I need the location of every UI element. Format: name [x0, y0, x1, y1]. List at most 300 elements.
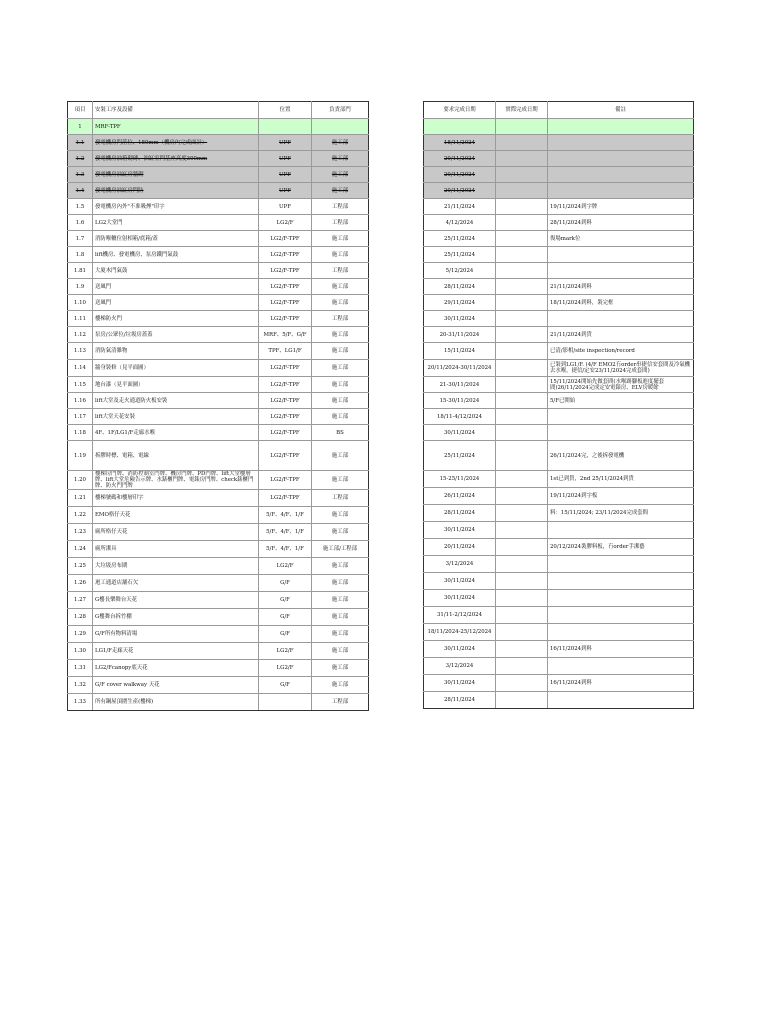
actual-date	[496, 607, 548, 624]
actual-date	[496, 505, 548, 522]
remarks: 18/11/2024到料，裝完框	[548, 295, 694, 311]
table-row	[424, 231, 694, 247]
item-department: 施工部	[312, 660, 369, 677]
remarks	[548, 658, 694, 675]
actual-date	[496, 151, 548, 167]
required-date: 20/11/2024	[424, 183, 496, 199]
required-date: 18/11/2024	[424, 135, 496, 151]
item-description: 迴工通道店舖石欠	[93, 575, 259, 592]
item-description: 地台漆（見平面圖）	[93, 377, 259, 393]
item-location: LG2/F	[259, 643, 312, 660]
schedule-right-table	[423, 101, 694, 709]
required-date: 30/11/2024	[424, 573, 496, 590]
item-location: UPF	[259, 151, 312, 167]
item-department: 施工部	[312, 609, 369, 626]
actual-date	[496, 167, 548, 183]
right-header-row	[424, 102, 694, 119]
actual-date	[496, 263, 548, 279]
item-location: 5/F、4/F、1/F	[259, 507, 312, 524]
table-row	[68, 343, 369, 360]
item-location: 5/F、4/F、1/F	[259, 541, 312, 558]
item-description: 樓梯號碼和樓層印字	[93, 490, 259, 507]
header-actual-date: 實際完成日期	[496, 102, 548, 119]
item-description: 廁所格仔天花	[93, 524, 259, 541]
remarks: 16/11/2024到料	[548, 675, 694, 692]
remarks: 5/F已開始	[548, 393, 694, 409]
item-description: LG2/Fcanopy底天花	[93, 660, 259, 677]
item-location: UPF	[259, 167, 312, 183]
item-description: 消防氣清雜物	[93, 343, 259, 360]
required-date: 20/11/2024-30/11/2024	[424, 360, 496, 377]
remarks	[548, 573, 694, 590]
table-row	[68, 643, 369, 660]
table-row	[68, 360, 369, 377]
item-location: 5/F、4/F、1/F	[259, 524, 312, 541]
required-date: 4/12/2024	[424, 215, 496, 231]
header-required-date: 要求完成日期	[424, 102, 496, 119]
item-number: 1.13	[68, 343, 93, 360]
table-row	[424, 488, 694, 505]
item-number: 1.8	[68, 247, 93, 263]
table-row	[68, 199, 369, 215]
required-date: 30/11/2024	[424, 590, 496, 607]
item-number: 1.81	[68, 263, 93, 279]
remarks: 16/11/2024到料	[548, 641, 694, 658]
table-row	[424, 393, 694, 409]
remarks: 15/11/2024開始先做套間(水喉踢腳板進度擺套間)26/11/2024完成定安電錶房、ELV房暖餘	[548, 377, 694, 393]
item-department: 施工部	[312, 231, 369, 247]
item-department: 施工部	[312, 135, 369, 151]
actual-date	[496, 556, 548, 573]
item-department: 施工部	[312, 295, 369, 311]
table-row	[68, 660, 369, 677]
item-department: BS	[312, 425, 369, 441]
remarks	[548, 624, 694, 641]
item-number: 1.31	[68, 660, 93, 677]
item-department: 施工部	[312, 558, 369, 575]
item-location: LG2/F-TPF	[259, 441, 312, 471]
item-number: 1.30	[68, 643, 93, 660]
item-location: LG2/F	[259, 558, 312, 575]
table-row	[68, 425, 369, 441]
item-description: LG1/F走廊天花	[93, 643, 259, 660]
item-department: 施工部	[312, 327, 369, 343]
remarks	[548, 607, 694, 624]
item-location: G/F	[259, 609, 312, 626]
item-department: 施工部	[312, 592, 369, 609]
table-row	[68, 609, 369, 626]
table-row	[424, 675, 694, 692]
item-description: 送風門	[93, 279, 259, 295]
table-row	[424, 539, 694, 556]
item-location: G/F	[259, 592, 312, 609]
required-date: 28/11/2024	[424, 505, 496, 522]
item-description: 大廈木門氣鼓	[93, 263, 259, 279]
actual-date	[496, 573, 548, 590]
remarks: 料：15/11/2024; 23/11/2024完成套間	[548, 505, 694, 522]
item-description: 拆膠時標、電箱、電線	[93, 441, 259, 471]
remarks	[548, 135, 694, 151]
actual-date	[496, 425, 548, 441]
table-row	[424, 151, 694, 167]
table-row	[68, 592, 369, 609]
item-number: 1.4	[68, 183, 93, 199]
required-date: 20/11/2024	[424, 167, 496, 183]
remarks	[548, 263, 694, 279]
item-number: 1.25	[68, 558, 93, 575]
table-row	[424, 692, 694, 709]
table-row	[68, 263, 369, 279]
item-location: G/F	[259, 677, 312, 694]
remarks: 26/11/2024完，之後拆發電機	[548, 441, 694, 471]
item-number: 1.22	[68, 507, 93, 524]
remarks: 1st已到貨，2nd 25/11/2024到貨	[548, 471, 694, 488]
required-date: 30/11/2024	[424, 641, 496, 658]
required-date: 20/11/2024	[424, 539, 496, 556]
required-date: 3/12/2024	[424, 556, 496, 573]
item-description: 送風門	[93, 295, 259, 311]
actual-date	[496, 658, 548, 675]
remarks	[548, 409, 694, 425]
table-row	[68, 327, 369, 343]
table-row	[424, 167, 694, 183]
table-row	[424, 183, 694, 199]
item-location: UPF	[259, 199, 312, 215]
header-remarks: 備註	[548, 102, 694, 119]
item-number: 1.16	[68, 393, 93, 409]
actual-date	[496, 590, 548, 607]
required-date: 30/11/2024	[424, 522, 496, 539]
header-location: 位置	[259, 102, 312, 119]
item-department: 施工部	[312, 167, 369, 183]
item-number: 1.2	[68, 151, 93, 167]
remarks: 已清/影相/site inspection/record	[548, 343, 694, 360]
remarks	[548, 556, 694, 573]
item-description: G樓舞台拆竹棚	[93, 609, 259, 626]
table-row	[68, 558, 369, 575]
actual-date	[496, 311, 548, 327]
remarks	[548, 183, 694, 199]
item-description: 泵房/公眾位/垃圾房蓋蓋	[93, 327, 259, 343]
required-date: 30/11/2024	[424, 425, 496, 441]
item-department: 施工部	[312, 677, 369, 694]
required-date: 31/11-2/12/2024	[424, 607, 496, 624]
item-department: 工程部	[312, 311, 369, 327]
item-description: 發電機房油箱砌磚、油缸室門基座高度300mm	[93, 151, 259, 167]
table-row	[68, 507, 369, 524]
required-date: 30/11/2024	[424, 675, 496, 692]
table-row	[424, 311, 694, 327]
table-row	[424, 641, 694, 658]
item-description: G/F cover walkway 天花	[93, 677, 259, 694]
item-number: 1.6	[68, 215, 93, 231]
item-location: LG2/F-TPF	[259, 471, 312, 490]
item-location: LG2/F	[259, 660, 312, 677]
required-date: 18/11/2024-25/12/2024	[424, 624, 496, 641]
actual-date	[496, 675, 548, 692]
table-row	[424, 658, 694, 675]
item-location: LG2/F	[259, 215, 312, 231]
item-department: 施工部	[312, 183, 369, 199]
table-row	[68, 377, 369, 393]
item-description: 發電機房油缸房門防	[93, 183, 259, 199]
actual-date	[496, 295, 548, 311]
item-department: 工程部	[312, 199, 369, 215]
item-location: MRF、5/F、G/F	[259, 327, 312, 343]
remarks: 19/11/2024到字板	[548, 488, 694, 505]
item-number: 1.7	[68, 231, 93, 247]
table-row	[68, 247, 369, 263]
table-row	[424, 343, 694, 360]
remarks: 20/12/2024裝膠料板，冇order手潔藝	[548, 539, 694, 556]
item-department: 工程部	[312, 263, 369, 279]
header-dept: 負責部門	[312, 102, 369, 119]
item-department: 施工部	[312, 409, 369, 425]
item-number: 1.3	[68, 167, 93, 183]
required-date: 25/11/2024	[424, 441, 496, 471]
table-row	[68, 167, 369, 183]
table-row	[424, 247, 694, 263]
required-date: 30/11/2024	[424, 311, 496, 327]
table-row	[424, 199, 694, 215]
actual-date	[496, 183, 548, 199]
actual-date	[496, 199, 548, 215]
actual-date	[496, 471, 548, 488]
item-number: 1.20	[68, 471, 93, 490]
item-description: 樓梯房門牌、消防控制室門牌、機房門牌、PD門牌、lift大堂樓層牌、lift大堂危險告示牌、水錶櫃門牌、電錶房門牌、check錶櫃門牌、防火門門牌	[93, 471, 259, 490]
table-row	[424, 441, 694, 471]
remarks	[548, 425, 694, 441]
required-date: 15-30/11/2024	[424, 393, 496, 409]
table-row	[424, 279, 694, 295]
table-row	[68, 151, 369, 167]
table-row	[68, 311, 369, 327]
actual-date	[496, 441, 548, 471]
item-description: 消防喉轆位射相箱/底箱/蓋	[93, 231, 259, 247]
item-location: UPF	[259, 183, 312, 199]
item-number: 1.23	[68, 524, 93, 541]
actual-date	[496, 393, 548, 409]
item-number: 1.29	[68, 626, 93, 643]
item-location: LG2/F-TPF	[259, 247, 312, 263]
item-location: LG2/F-TPF	[259, 425, 312, 441]
item-number: 1.5	[68, 199, 93, 215]
item-number: 1.1	[68, 135, 93, 151]
remarks: 已裝到LG1/F. (4/F EMO2冇order串捷信安套間及冷氣機去水喉，捷信/定安23/11/2024完成套間)	[548, 360, 694, 377]
section-row	[68, 119, 369, 135]
required-date: 15-25/11/2024	[424, 471, 496, 488]
table-row	[424, 263, 694, 279]
table-row	[68, 393, 369, 409]
item-location: LG2/F-TPF	[259, 360, 312, 377]
item-department: 施工部	[312, 377, 369, 393]
table-row	[424, 624, 694, 641]
item-description: lift大堂天花安裝	[93, 409, 259, 425]
table-row	[424, 295, 694, 311]
remarks: 28/11/2024到料	[548, 215, 694, 231]
item-description: 發電機房門落位、180mm（機房內完成面計）	[93, 135, 259, 151]
table-row	[68, 135, 369, 151]
item-description: G樓長樂舞台天花	[93, 592, 259, 609]
required-date: 25/11/2024	[424, 247, 496, 263]
item-number: 1.9	[68, 279, 93, 295]
item-number: 1.26	[68, 575, 93, 592]
table-row	[68, 490, 369, 507]
remarks	[548, 692, 694, 709]
remarks: 21/11/2024到料	[548, 279, 694, 295]
item-description: 牆身裝修（見平面圖）	[93, 360, 259, 377]
item-department: 施工部	[312, 279, 369, 295]
item-number: 1.11	[68, 311, 93, 327]
item-location: LG2/F-TPF	[259, 490, 312, 507]
item-department: 施工部	[312, 393, 369, 409]
required-date: 28/11/2024	[424, 279, 496, 295]
table-row	[424, 377, 694, 393]
actual-date	[496, 377, 548, 393]
item-number: 1.24	[68, 541, 93, 558]
item-department: 施工部	[312, 151, 369, 167]
section-title: MRF-TPF	[93, 119, 259, 135]
item-number: 1.17	[68, 409, 93, 425]
required-date: 20-31/11/2024	[424, 327, 496, 343]
item-description: 發電機房內外"不准吸煙"印字	[93, 199, 259, 215]
section-row-right	[424, 119, 694, 135]
item-department: 施工部	[312, 343, 369, 360]
item-description: 4F、1F/LG1/F走廊水喉	[93, 425, 259, 441]
actual-date	[496, 409, 548, 425]
table-row	[68, 183, 369, 199]
table-row	[68, 694, 369, 711]
schedule-left-table	[67, 101, 369, 711]
required-date: 20/11/2024	[424, 151, 496, 167]
item-location: LG2/F-TPF	[259, 393, 312, 409]
actual-date	[496, 624, 548, 641]
item-location: LG2/F-TPF	[259, 263, 312, 279]
required-date: 28/11/2024	[424, 692, 496, 709]
table-row	[424, 471, 694, 488]
item-department: 施工部	[312, 471, 369, 490]
remarks	[548, 167, 694, 183]
item-number: 1.21	[68, 490, 93, 507]
item-number: 1.19	[68, 441, 93, 471]
actual-date	[496, 539, 548, 556]
item-description: G/F所有物料清場	[93, 626, 259, 643]
item-location: UPF	[259, 135, 312, 151]
table-row	[424, 522, 694, 539]
item-description: LG2大堂門	[93, 215, 259, 231]
section-blank	[312, 119, 369, 135]
actual-date	[496, 360, 548, 377]
required-date: 21/11/2024	[424, 199, 496, 215]
table-row	[68, 524, 369, 541]
item-number: 1.15	[68, 377, 93, 393]
actual-date	[496, 279, 548, 295]
item-location: LG2/F-TPF	[259, 377, 312, 393]
table-row	[68, 231, 369, 247]
item-department: 施工部	[312, 360, 369, 377]
table-row	[424, 556, 694, 573]
item-department: 施工部/工程部	[312, 541, 369, 558]
table-row	[68, 215, 369, 231]
item-description: 所有鋼屋頂圍生產(樓梯)	[93, 694, 259, 711]
table-row	[424, 505, 694, 522]
table-row	[68, 575, 369, 592]
item-description: lift機房、發電機房、泵房鐵門氣鼓	[93, 247, 259, 263]
table-row	[68, 677, 369, 694]
actual-date	[496, 135, 548, 151]
item-description: 樓梯防火門	[93, 311, 259, 327]
item-location: LG2/F-TPF	[259, 409, 312, 425]
item-department: 工程部	[312, 694, 369, 711]
item-department: 施工部	[312, 441, 369, 471]
item-location: G/F	[259, 575, 312, 592]
required-date: 3/12/2024	[424, 658, 496, 675]
remarks	[548, 522, 694, 539]
item-description: 大垃圾房布閘	[93, 558, 259, 575]
required-date: 18/11-4/12/2024	[424, 409, 496, 425]
header-item: 項目	[68, 102, 93, 119]
table-row	[68, 409, 369, 425]
remarks: 21/11/2024到貨	[548, 327, 694, 343]
section-blank	[259, 119, 312, 135]
item-description: 廁所潔具	[93, 541, 259, 558]
table-row	[424, 135, 694, 151]
item-department: 施工部	[312, 524, 369, 541]
table-row	[68, 295, 369, 311]
table-row	[68, 441, 369, 471]
table-row	[68, 541, 369, 558]
table-row	[68, 626, 369, 643]
actual-date	[496, 641, 548, 658]
item-number: 1.32	[68, 677, 93, 694]
section-blank	[496, 119, 548, 135]
item-description: lift大堂及走火通道防火板安裝	[93, 393, 259, 409]
table-row	[424, 425, 694, 441]
remarks: 復場mark位	[548, 231, 694, 247]
item-number: 1.18	[68, 425, 93, 441]
section-blank	[424, 119, 496, 135]
item-number: 1.10	[68, 295, 93, 311]
item-location: LG2/F-TPF	[259, 311, 312, 327]
remarks: 19/11/2024到字牌	[548, 199, 694, 215]
actual-date	[496, 522, 548, 539]
item-department: 施工部	[312, 247, 369, 263]
actual-date	[496, 215, 548, 231]
remarks	[548, 590, 694, 607]
item-number: 1.14	[68, 360, 93, 377]
table-row	[424, 215, 694, 231]
table-row	[424, 409, 694, 425]
item-department: 工程部	[312, 490, 369, 507]
table-row	[424, 590, 694, 607]
actual-date	[496, 327, 548, 343]
actual-date	[496, 343, 548, 360]
item-number: 1.33	[68, 694, 93, 711]
item-description: 發電機房油缸房牆砌	[93, 167, 259, 183]
remarks	[548, 151, 694, 167]
item-location: LG2/F-TPF	[259, 231, 312, 247]
item-location: G/F	[259, 626, 312, 643]
table-row	[424, 607, 694, 624]
item-number: 1.12	[68, 327, 93, 343]
item-location	[259, 694, 312, 711]
table-row	[424, 360, 694, 377]
item-location: LG2/F-TPF	[259, 279, 312, 295]
header-desc: 安裝工序及設備	[93, 102, 259, 119]
item-department: 工程部	[312, 215, 369, 231]
required-date: 29/11/2024	[424, 295, 496, 311]
item-number: 1.28	[68, 609, 93, 626]
